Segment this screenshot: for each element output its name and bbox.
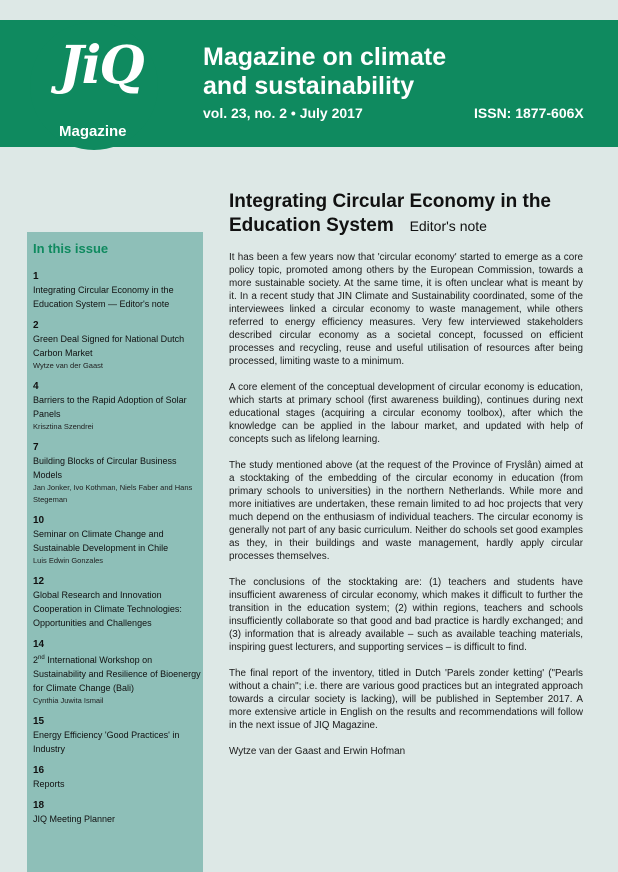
toc-title: Integrating Circular Economy in the Education System — Editor's note [33, 285, 174, 309]
sidebar-heading: In this issue [33, 241, 109, 256]
toc-title: Reports [33, 779, 65, 789]
toc-title: Building Blocks of Circular Business Models [33, 456, 177, 480]
toc-title: Green Deal Signed for National Dutch Carbon Market [33, 334, 185, 358]
article-note: Editor's note [409, 218, 487, 234]
toc-page-number: 15 [33, 716, 45, 727]
toc-title: Energy Efficiency 'Good Practices' in Industry [33, 730, 180, 754]
toc-item[interactable] [33, 575, 201, 630]
toc-title-text: International Workshop on Sustainability and Resilience of Bioenergy for Climate Change (Bali) [33, 655, 201, 693]
article-paragraph: The study mentioned above (at the request of the Province of Fryslân) aimed at a stocktaking of the embedding of the circular economy in education (from primary schools to universities) in the northern Netherlands. While more and more initiatives are undertaken, these remain limited to ad hoc projects that very much depend on the enthusiasm of individual teachers. The circular economy is generally not part of any basic curriculum. Neither do schools set good examples as they, in their buildings and waste management, hardly apply circular processes themselves. [229, 460, 583, 562]
toc-page-number: 14 [33, 639, 45, 650]
magazine-title [203, 43, 446, 101]
magazine-title-line1: Magazine on climate [203, 43, 447, 71]
toc-page-number: 18 [33, 800, 45, 811]
article-paragraph: A core element of the conceptual development of circular economy is education, which starts at primary school (first awareness building), continues during next educational stages (acquiring a circular economy toolbox), after which the knowledge can be applied in the labour market, and updated with help of concepts such as lifelong learning. [229, 382, 583, 445]
toc-item[interactable] [33, 270, 201, 311]
toc-author: Jan Jonker, Ivo Kothman, Niels Faber and Hans Stegeman [33, 483, 193, 504]
toc-title-prefix: 2 [33, 655, 39, 665]
logo-subtitle: Magazine [59, 123, 127, 140]
toc-title: JIQ Meeting Planner [33, 814, 116, 824]
toc-item[interactable] [33, 638, 201, 707]
article-signoff: Wytze van der Gaast and Erwin Hofman [229, 746, 406, 757]
toc-page-number: 4 [33, 381, 39, 392]
toc-title [33, 651, 201, 695]
toc-title: Global Research and Innovation Cooperation in Climate Technologies: Opportunities and Challenges [33, 590, 182, 628]
article-body [229, 251, 583, 771]
toc-title: Barriers to the Rapid Adoption of Solar Panels [33, 395, 187, 419]
toc-author: Cynthia Juwita Ismail [33, 696, 104, 705]
toc-page-number: 10 [33, 515, 45, 526]
toc-item[interactable] [33, 514, 201, 567]
magazine-title-line2: and sustainability [203, 72, 415, 100]
in-this-issue-sidebar [27, 232, 203, 872]
toc-title-superscript: nd [38, 655, 45, 661]
article-paragraph: The final report of the inventory, titled in Dutch 'Parels zonder ketting' ("Pearls without a chain"; i.e. there are various good practices but an integrated approach towards a circular society is lacking), will be published in September 2017. A more extensive article in English on the results and recommendations will follow in the next issue of JIQ Magazine. [229, 668, 583, 731]
toc-author: Krisztina Szendrei [33, 422, 94, 431]
toc-item[interactable] [33, 319, 201, 372]
toc-page-number: 1 [33, 271, 39, 282]
table-of-contents [33, 270, 201, 834]
toc-author: Luis Edwin Gonzales [33, 556, 104, 565]
logo-text: JiQ [59, 35, 143, 96]
toc-item[interactable] [33, 799, 201, 826]
toc-title: Seminar on Climate Change and Sustainable Development in Chile [33, 529, 169, 553]
toc-page-number: 12 [33, 576, 45, 587]
toc-item[interactable] [33, 441, 201, 506]
toc-page-number: 7 [33, 442, 39, 453]
toc-page-number: 16 [33, 765, 45, 776]
toc-item[interactable] [33, 380, 201, 433]
issn: ISSN: 1877-606X [474, 105, 584, 121]
toc-item[interactable] [33, 764, 201, 791]
issue-info: vol. 23, no. 2 • July 2017 [203, 105, 363, 121]
toc-page-number: 2 [33, 320, 39, 331]
article-paragraph: It has been a few years now that 'circular economy' started to emerge as a core policy topic, promoted among others by the European Commission, towards a more sustainable society. At the same time, it is often unclear what is meant by it. In a recent study that JIN Climate and Sustainability coordinated, some of the interviewees linked a circular economy to waste management, while others referred to energy efficiency measures. Very few interviewed stakeholders described circular economy as a societal concept, focussed on efficient processes and recycling, reuse and useful utilisation of resources after being processed, limiting waste to a minimum. [229, 252, 583, 367]
toc-item[interactable] [33, 715, 201, 756]
article-title [229, 190, 599, 238]
article-paragraph: The conclusions of the stocktaking are: (1) teachers and students have insufficient awareness of circular economy, which makes it difficult to further the transition in the education system; (2) within regions, teachers and schools insufficiently collaborate so that good and bad practice is hardly exchanged; and (3) information that is already available – such as available teaching materials, inspiring guest lecturers, and supporting services – is difficult to find. [229, 577, 583, 653]
toc-author: Wytze van der Gaast [33, 361, 103, 370]
article-title-text: Integrating Circular Economy in the Education System [229, 191, 551, 236]
